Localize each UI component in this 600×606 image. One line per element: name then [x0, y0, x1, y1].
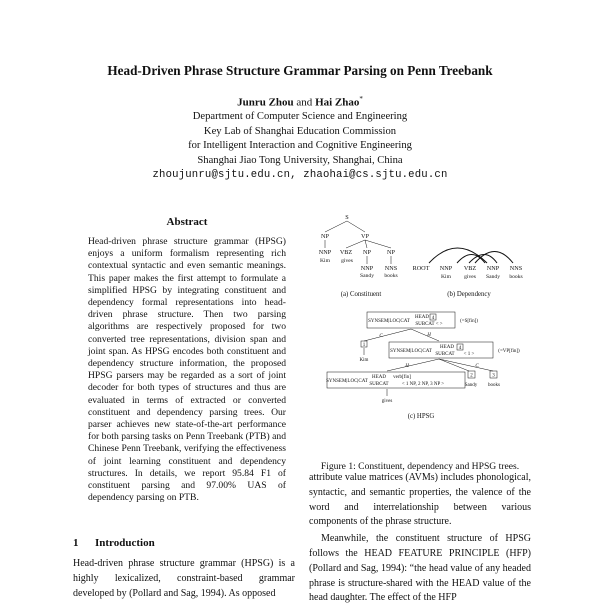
node-NP-2: NP [363, 249, 371, 256]
avm3-subcat-list: < 1 NP, 2 NP, 3 NP > [401, 382, 445, 387]
right-column-body [309, 471, 531, 606]
label-H-2: H [405, 364, 409, 369]
avm1-subcat: SUBCAT < > [415, 322, 443, 327]
introduction-body [73, 557, 295, 601]
affiliation-line-1: Department of Computer Science and Engineering [192, 111, 408, 122]
paper-title: Head-Driven Phrase Structure Grammar Parsing on Penn Treebank [107, 63, 493, 78]
avm2-path: SYNSEM|LOC|CAT [390, 349, 432, 354]
node-NNS: NNS [384, 265, 398, 272]
node-NNP-2: NNP [360, 265, 374, 272]
dep-word-books: books [509, 274, 523, 280]
node-NP-3: NP [387, 249, 395, 256]
avm1-tag: 4 [431, 316, 435, 321]
figure-1 [309, 208, 531, 454]
affiliation-line-2: Key Lab of Shanghai Education Commission [203, 125, 397, 137]
dep-word-gives: gives [464, 274, 476, 280]
hpsg-tag-3: 3 [492, 373, 495, 379]
node-VBZ: VBZ [339, 249, 353, 256]
caption-c: (c) HPSG [407, 413, 435, 420]
abstract-heading: Abstract [166, 216, 208, 228]
author-emails: zhoujunru@sjtu.edu.cn, zhaohai@cs.sjtu.edu.cn [152, 169, 448, 181]
hpsg-word-books: books [488, 383, 500, 388]
label-C: C [379, 334, 383, 339]
word-books: books [384, 273, 398, 279]
avm2-tag: 4 [458, 346, 462, 351]
affiliation-line-3: for Intelligent Interaction and Cognitive Engineering [188, 140, 412, 151]
word-gives: gives [341, 258, 353, 264]
hpsg-word-kim: Kim [359, 358, 369, 363]
caption-a: (a) Constituent [340, 291, 382, 298]
hpsg-tag-1-kim: 1 [362, 343, 366, 348]
node-NP: NP [321, 233, 329, 240]
avm3-path: SYNSEM|LOC|CAT [326, 379, 368, 384]
dep-nns: NNS [509, 265, 523, 272]
avm2-head: HEAD [440, 345, 454, 350]
introduction-text: Head-driven phrase structure grammar (HPSG) is a highly lexicalized, constraint-based grammar developed by (Pollard and Sag, 1994). As opposed [73, 558, 295, 599]
abstract-text: Head-driven phrase structure grammar (HPSG) enjoys a uniform formalism representing rich contextual syntactic and even semantic meanings. This paper makes the first attempt to formulate a simplified HPSG by integrating constituent and dependency formal representations into head-driven phrase structure. Then two parsing algorithms are respectively proposed for two converted tree representations, division span and joint span. As HPSG encodes both constituent and dependency structure information, the proposed HPSG parsers may be regarded as a sort of joint decoder for both types of structures and thus are evaluated in terms of extracted or converted constituent and dependency parsing trees. Our parser achieves new state-of-the-art performance for both parsing tasks on Penn Treebank (PTB) and Chinese Penn Treebank, verifying the effectiveness of joint learning constituent and dependency structures. In details, we report 95.84 F1 of constituent parsing and 97.00% UAS of dependency parsing on PTB. [88, 236, 286, 504]
hpsg-tree [326, 312, 520, 420]
dep-vbz: VBZ [463, 265, 477, 272]
avm3-subcat: SUBCAT [369, 382, 389, 387]
avm1-head: HEAD [415, 315, 429, 320]
authors [0, 95, 600, 109]
avm1-category: (=S[fin]) [460, 319, 478, 324]
section-heading-introduction [73, 537, 155, 549]
node-VP: VP [361, 233, 369, 240]
dep-nnp-2: NNP [486, 265, 500, 272]
avm3-head: HEAD [372, 375, 386, 380]
author-2: Hai Zhao [315, 96, 360, 109]
abstract-body [88, 236, 286, 504]
author-1: Junru Zhou [237, 96, 294, 109]
avm2-subcat-list: < 1 > [463, 352, 475, 357]
right-paragraph-2: Meanwhile, the constituent structure of HPSG follows the HEAD FEATURE PRINCIPLE (HFP) (Pollard and Sag, 1994): “the head value of any headed phrase is structure-shared with the HEAD value of the head daughter. The effect of the HFP [309, 533, 531, 604]
dep-nnp: NNP [439, 265, 453, 272]
constituent-tree [319, 214, 398, 298]
word-kim: Kim [320, 258, 330, 264]
label-C-2: C [475, 364, 479, 369]
caption-b: (b) Dependency [447, 291, 491, 298]
right-paragraph-1: attribute value matrices (AVMs) includes phonological, syntactic, and semantic properties, the valence of the word and interrelationship between various components of the phrase structure. [309, 472, 531, 528]
avm2-category: (=VP[fin]) [498, 349, 520, 354]
avm3-head-value: verb[fin] [393, 375, 411, 380]
avm2-subcat: SUBCAT [435, 352, 455, 357]
dep-word-kim: Kim [441, 274, 451, 280]
node-NNP: NNP [318, 249, 332, 256]
hpsg-tag-2: 2 [470, 373, 473, 379]
word-sandy: Sandy [360, 273, 374, 279]
dependency-tree [413, 248, 523, 298]
dep-word-sandy: Sandy [486, 274, 500, 280]
author-conjunction: and [296, 96, 313, 109]
dep-root: ROOT [412, 265, 430, 272]
avm1-path: SYNSEM|LOC|CAT [368, 319, 410, 324]
figure-1-caption: Figure 1: Constituent, dependency and HPSG trees. [320, 461, 520, 472]
hpsg-word-gives: gives [381, 399, 393, 404]
section-number: 1 [73, 537, 79, 549]
section-title: Introduction [95, 537, 155, 549]
hpsg-word-sandy: Sandy [464, 383, 478, 388]
node-S: S [345, 214, 349, 221]
affiliation-line-4: Shanghai Jiao Tong University, Shanghai, China [197, 154, 403, 166]
author-footnote-mark: * [359, 95, 363, 103]
label-H: H [427, 333, 431, 338]
